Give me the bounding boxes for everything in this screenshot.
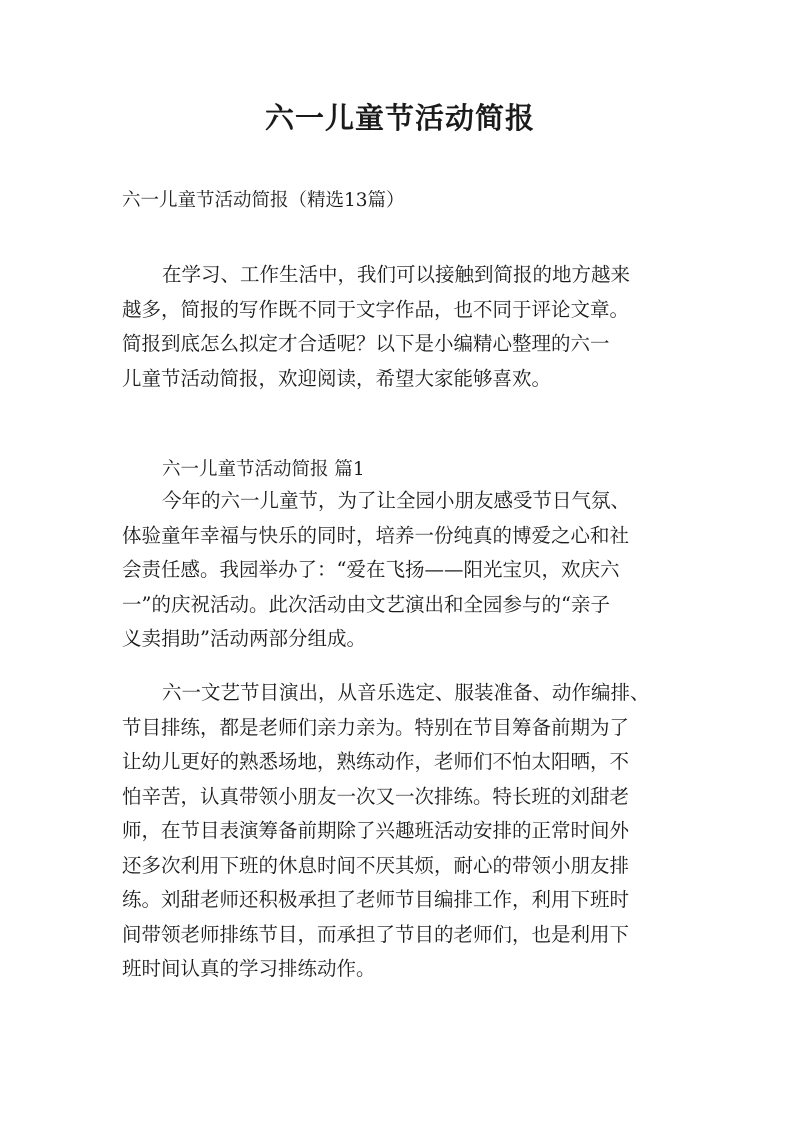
paragraph-line: 义卖捐助”活动两部分组成。 <box>122 627 366 650</box>
intro-line: 在学习、工作生活中，我们可以接触到简报的地方越来 <box>162 263 631 286</box>
paragraph-line: 会责任感。我园举办了：“爱在飞扬——阳光宝贝，欢庆六 <box>122 558 620 581</box>
paragraph-line: 节目排练，都是老师们亲力亲为。特别在节目筹备前期为了 <box>122 715 630 739</box>
paragraph-line: 间带领老师排练节目，而承担了节目的老师们，也是利用下 <box>122 922 630 946</box>
intro-line: 越多，简报的写作既不同于文字作品，也不同于评论文章。 <box>122 297 630 321</box>
paragraph-line: 一”的庆祝活动。此次活动由文艺演出和全园参与的“亲子 <box>122 592 610 616</box>
body-paragraph-1 <box>122 484 694 657</box>
paragraph-line: 练。刘甜老师还积极承担了老师节目编排工作，利用下班时 <box>122 888 630 911</box>
paragraph-line: 怕辛苦，认真带领小朋友一次又一次排练。特长班的刘甜老 <box>122 784 630 808</box>
body-paragraph-2 <box>122 676 694 987</box>
intro-paragraph <box>122 258 694 396</box>
paragraph-line: 还多次利用下班的休息时间不厌其烦，耐心的带领小朋友排 <box>122 853 630 877</box>
document-title: 六一儿童节活动简报 <box>264 101 535 135</box>
paragraph-line: 师，在节目表演筹备前期除了兴趣班活动安排的正常时间外 <box>122 819 630 842</box>
document-subtitle: 六一儿童节活动简报（精选13篇） <box>122 190 405 211</box>
paragraph-line: 让幼儿更好的熟悉场地，熟练动作，老师们不怕太阳晒，不 <box>122 750 630 773</box>
intro-line: 简报到底怎么拟定才合适呢？以下是小编精心整理的六一 <box>122 332 610 355</box>
paragraph-line: 体验童年幸福与快乐的同时，培养一份纯真的博爱之心和社 <box>122 523 630 547</box>
intro-line: 儿童节活动简报，欢迎阅读，希望大家能够喜欢。 <box>122 366 552 390</box>
paragraph-line: 六一文艺节目演出，从音乐选定、服装准备、动作编排、 <box>162 681 650 704</box>
paragraph-line: 班时间认真的学习排练动作。 <box>122 957 376 980</box>
paragraph-line: 今年的六一儿童节，为了让全园小朋友感受节日气氛、 <box>162 489 631 512</box>
section-title: 六一儿童节活动简报 篇1 <box>162 459 365 480</box>
